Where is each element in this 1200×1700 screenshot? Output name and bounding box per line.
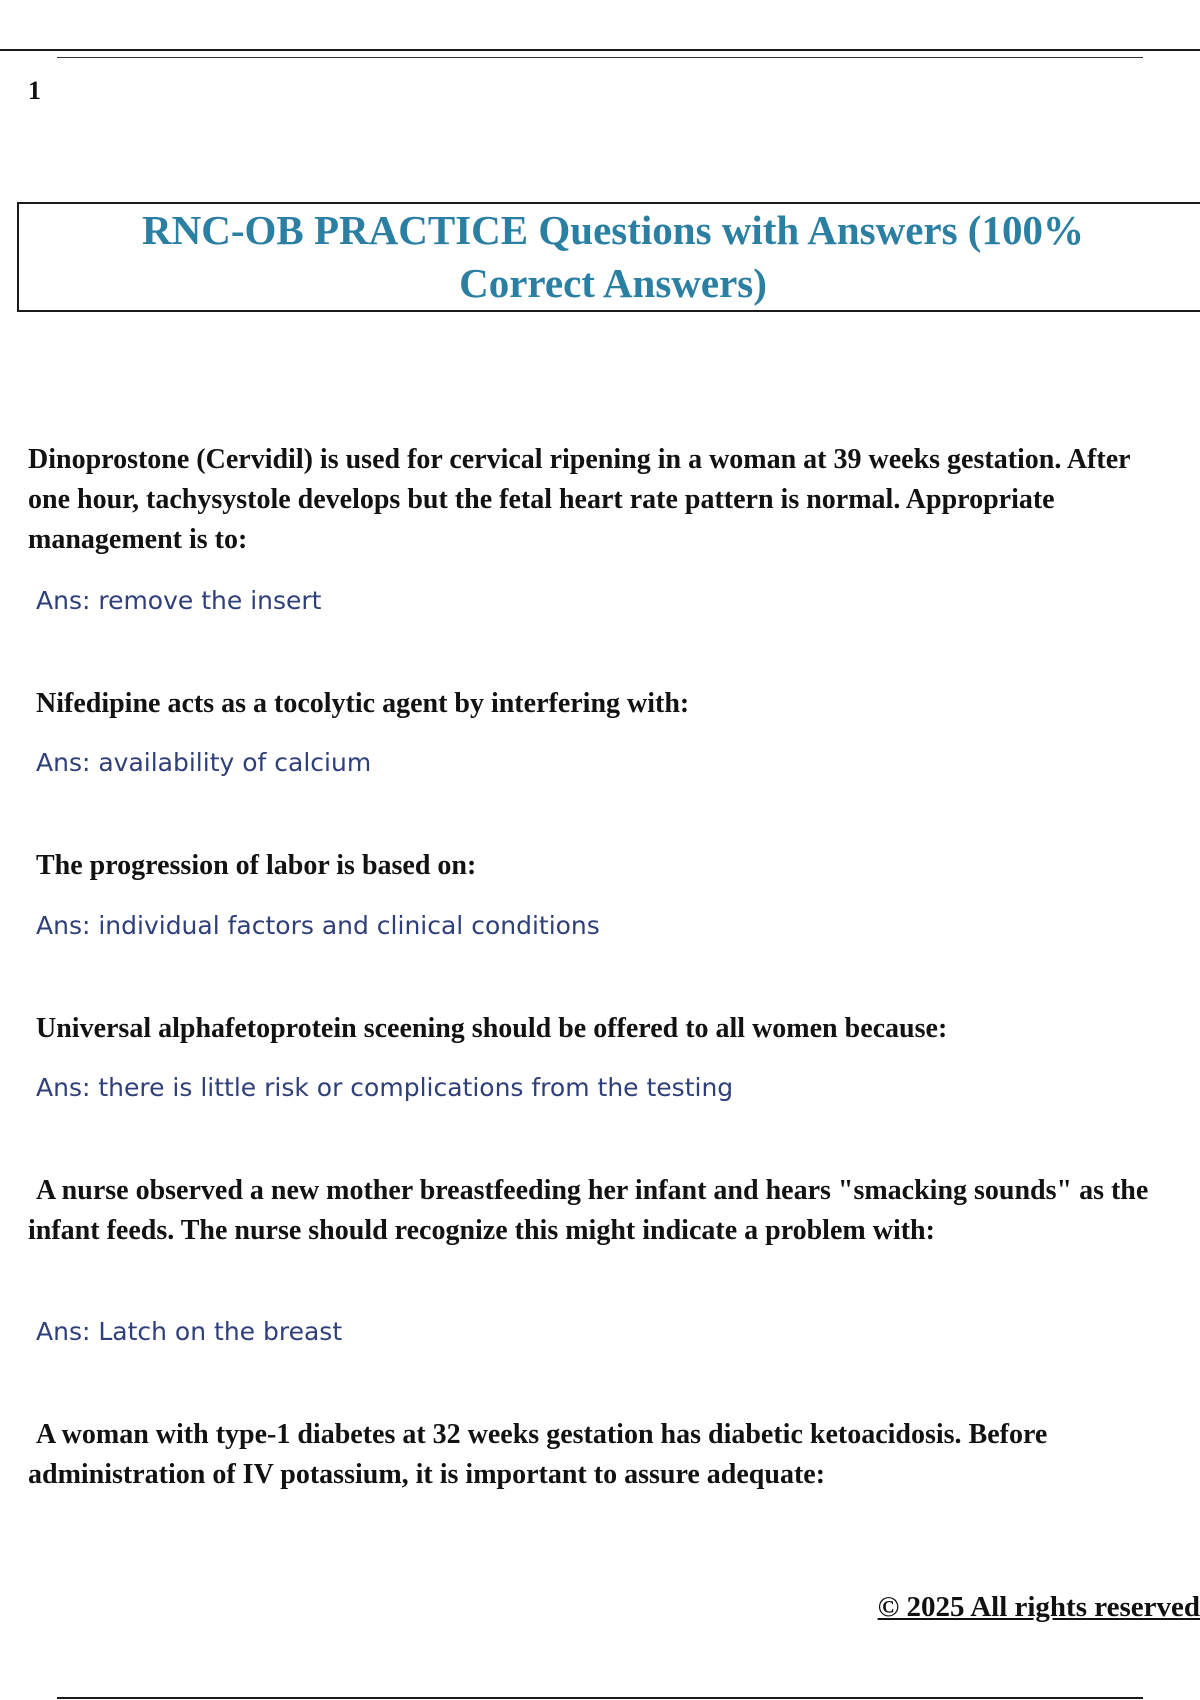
question-text: Dinoprostone (Cervidil) is used for cervical ripening in a woman at 39 weeks gestation. After one hour, tachysystole develops but the fetal heart rate pattern is normal. Appropriate management is to:	[28, 444, 1131, 555]
question-text: Universal alphafetoprotein sceening should be offered to all women because:	[36, 1013, 948, 1044]
header-rule-inner	[57, 57, 1143, 58]
answer-text: Ans: there is little risk or complications from the testing	[36, 1073, 734, 1102]
document-title: RNC-OB PRACTICE Questions with Answers (100% Correct Answers)	[142, 207, 1084, 306]
question-text: A woman with type-1 diabetes at 32 weeks gestation has diabetic ketoacidosis. Before administration of IV potassium, it is important to assure adequate:	[28, 1419, 1048, 1490]
header-rule-outer	[0, 49, 1200, 51]
answer-text: Ans: Latch on the breast	[36, 1317, 343, 1346]
question-text: Nifedipine acts as a tocolytic agent by interfering with:	[36, 688, 690, 719]
question-text: A nurse observed a new mother breastfeeding her infant and hears "smacking sounds" as the infant feeds. The nurse should recognize this might indicate a problem with:	[28, 1175, 1149, 1246]
answer-text: Ans: availability of calcium	[36, 748, 372, 777]
page-number: 1	[28, 76, 41, 105]
title-box	[17, 202, 1200, 312]
copyright-notice: © 2025 All rights reserved	[877, 1591, 1200, 1623]
answer-text: Ans: individual factors and clinical conditions	[36, 911, 600, 940]
answer-text: Ans: remove the insert	[36, 586, 322, 615]
footer-rule	[57, 1697, 1143, 1699]
question-text: The progression of labor is based on:	[36, 850, 477, 881]
